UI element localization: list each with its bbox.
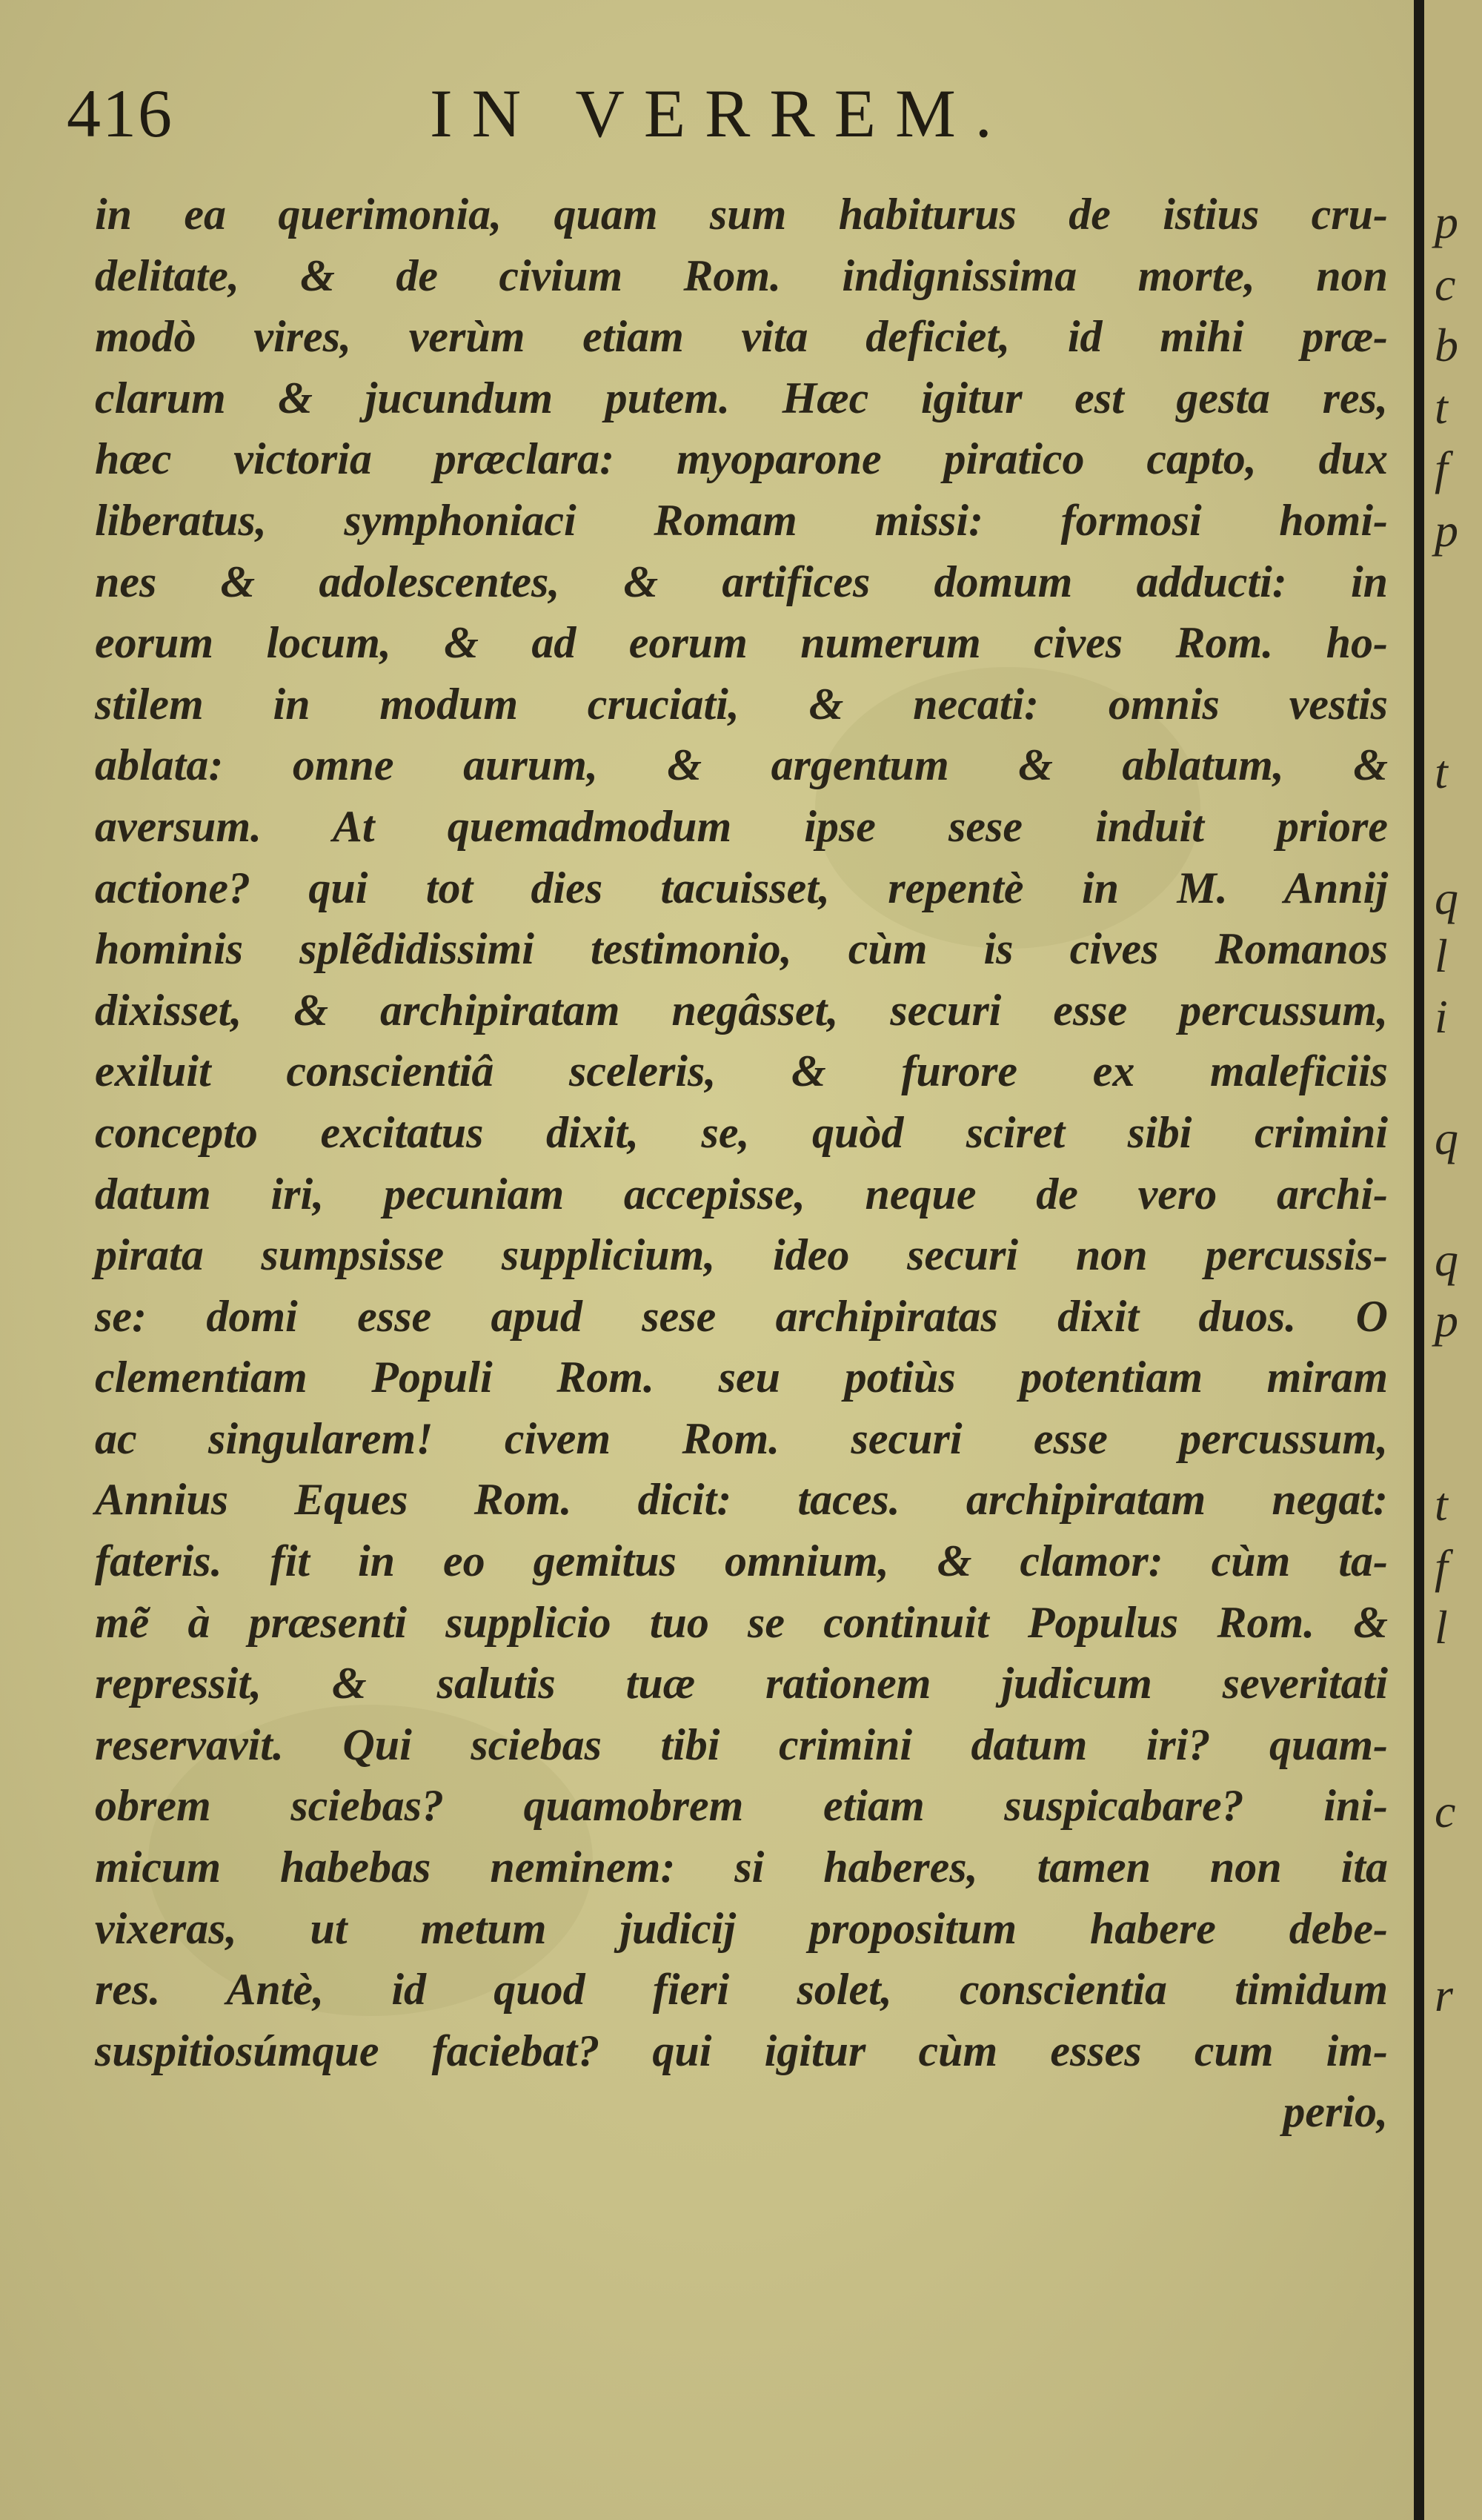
text-line: hominis splẽdidissimi testimonio, cùm is cives Romanos [95, 924, 1388, 974]
margin-fragment: i [1435, 990, 1448, 1043]
text-line: actione? qui tot dies tacuisset, repentè in M. Annij [95, 863, 1388, 912]
text-line: datum iri, pecuniam accepisse, neque de vero archi- [95, 1169, 1388, 1218]
text-line: nes & adolescentes, & artifices domum adducti: in [95, 557, 1388, 606]
margin-fragment: c [1435, 258, 1456, 311]
text-line: fateris. fit in eo gemitus omnium, & clamor: cùm ta- [95, 1536, 1388, 1586]
page-header [67, 74, 1326, 156]
page-number: 416 [67, 76, 173, 151]
margin-fragment: q [1435, 1233, 1458, 1286]
body-text [95, 184, 1388, 2143]
margin-fragment: q [1435, 872, 1458, 924]
margin-fragment: c [1435, 1785, 1456, 1837]
text-line: liberatus, symphoniaci Romam missi: formosi homi- [95, 495, 1388, 545]
margin-fragment: b [1435, 319, 1458, 371]
text-line: obrem sciebas? quamobrem etiam suspicabare? ini- [95, 1781, 1388, 1831]
margin-fragment: l [1435, 1601, 1448, 1654]
margin-fragment: p [1435, 196, 1458, 248]
adjacent-page-margin [1424, 0, 1482, 2520]
margin-fragment: p [1435, 1294, 1458, 1347]
text-line: clementiam Populi Rom. seu potiùs potentiam miram [95, 1353, 1388, 1402]
text-line: perio, [1283, 2087, 1388, 2137]
text-line: suspitiosúmque faciebat? qui igitur cùm esses cum im- [95, 2026, 1388, 2075]
text-line: eorum locum, & ad eorum numerum cives Rom. ho- [95, 618, 1388, 668]
margin-fragment: q [1435, 1112, 1458, 1164]
margin-fragment: f [1435, 442, 1448, 494]
margin-fragment: t [1435, 1478, 1448, 1531]
text-line: res. Antè, id quod fieri solet, conscientia timidum [95, 1965, 1388, 2015]
text-line: se: domi esse apud sese archipiratas dixit duos. O [95, 1291, 1388, 1341]
text-line: modò vires, verùm etiam vita deficiet, id mihi præ- [95, 312, 1388, 362]
text-line: clarum & jucundum putem. Hæc igitur est gesta res, [95, 373, 1388, 422]
text-line: hæc victoria præclara: myoparone piratico capto, dux [95, 434, 1388, 484]
margin-fragment: f [1435, 1540, 1448, 1593]
margin-fragment: l [1435, 929, 1448, 982]
text-line: dixisset, & archipiratam negâsset, securi esse percussum, [95, 985, 1388, 1035]
margin-fragment: p [1435, 504, 1458, 557]
text-line: ac singularem! civem Rom. securi esse percussum, [95, 1413, 1388, 1463]
text-line: in ea querimonia, quam sum habiturus de istius cru- [95, 190, 1388, 239]
text-line: delitate, & de civium Rom. indignissima morte, non [95, 251, 1388, 300]
text-line: vixeras, ut metum judicij propositum habere debe- [95, 1903, 1388, 1953]
running-head: IN VERREM. [430, 76, 1011, 151]
text-line: exiluit conscientiâ sceleris, & furore ex maleficiis [95, 1047, 1388, 1096]
margin-fragment: t [1435, 746, 1448, 798]
text-line: mẽ à præsenti supplicio tuo se continuit Populus Rom. & [95, 1597, 1388, 1647]
text-line: concepto excitatus dixit, se, quòd sciret sibi crimini [95, 1107, 1388, 1157]
margin-fragment: t [1435, 381, 1448, 434]
text-line: reservavit. Qui sciebas tibi crimini datum iri? quam- [95, 1720, 1388, 1769]
margin-fragment: r [1435, 1969, 1453, 2021]
text-line: micum habebas neminem: si haberes, tamen non ita [95, 1843, 1388, 1892]
text-line: ablata: omne aurum, & argentum & ablatum, & [95, 740, 1388, 790]
text-line: aversum. At quemadmodum ipse sese induit priore [95, 801, 1388, 851]
gutter-rule [1414, 0, 1424, 2520]
text-line: Annius Eques Rom. dicit: taces. archipiratam negat: [95, 1475, 1388, 1525]
text-line: repressit, & salutis tuæ rationem judicum severitati [95, 1659, 1388, 1708]
text-line: pirata sumpsisse supplicium, ideo securi non percussis- [95, 1230, 1388, 1280]
text-line: stilem in modum cruciati, & necati: omnis vestis [95, 679, 1388, 729]
